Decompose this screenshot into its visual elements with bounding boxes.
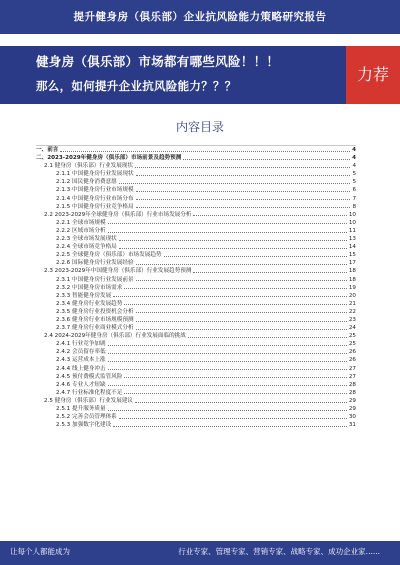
toc-entry[interactable]	[36, 251, 356, 259]
toc-page-number: 31	[348, 422, 356, 429]
toc-leader-dots	[108, 365, 347, 371]
toc-leader-dots	[136, 308, 347, 314]
toc-entry[interactable]	[36, 195, 356, 203]
toc-entry-text: 2.1.3 中国健身房行业市场规模	[56, 187, 134, 194]
hero-subquestion: 那么，如何提升企业抗风险能力？？？	[36, 79, 237, 93]
toc-entry[interactable]	[36, 292, 356, 300]
toc-entry-text: 2.4.4 线上健身冲击	[56, 365, 106, 372]
footer-tagline: 行业专家、管理专家、营销专家、战略专家、成功企业家......	[178, 547, 380, 556]
toc-leader-dots	[108, 356, 347, 362]
toc-entry-text: 一、前言	[36, 147, 59, 153]
toc-page-number: 6	[352, 187, 356, 194]
toc-leader-dots	[136, 195, 351, 201]
toc-leader-dots	[135, 397, 347, 403]
toc-leader-dots	[108, 381, 347, 387]
toc-entry-text: 2.1.4 中国健身房行业市场分布	[56, 195, 134, 202]
toc-leader-dots	[108, 219, 347, 225]
toc-page-number: 4	[352, 147, 356, 153]
toc-page-number: 20	[348, 292, 356, 299]
toc-entry-text: 2.4.2 会员留存率低	[56, 349, 106, 356]
recommend-seal: 力荐	[346, 46, 400, 104]
toc-entry-text: 2.1 健身房（俱乐部）行业发展现状	[44, 163, 133, 170]
toc-leader-dots	[135, 162, 350, 168]
toc-page-number: 22	[348, 308, 356, 315]
footer-bar	[0, 541, 400, 565]
toc-page-number: 8	[352, 203, 356, 210]
toc-entry[interactable]	[36, 340, 356, 348]
toc-entry[interactable]	[36, 397, 356, 405]
toc-entry-text: 2.5.2 完善会员管理体系	[56, 414, 117, 421]
toc-entry[interactable]	[36, 203, 356, 211]
toc-entry[interactable]	[36, 365, 356, 373]
toc-entry[interactable]	[36, 405, 356, 413]
toc-page-number: 4	[352, 155, 356, 162]
toc-leader-dots	[164, 251, 347, 257]
toc-leader-dots	[124, 373, 347, 379]
toc-entry[interactable]	[36, 154, 356, 162]
toc-title: 内容目录	[175, 120, 224, 134]
toc-leader-dots	[108, 348, 347, 354]
toc-entry[interactable]	[36, 356, 356, 364]
toc-entry-text: 2.2.3 全球市场发展现状	[56, 236, 117, 243]
toc-entry[interactable]	[36, 219, 356, 227]
report-header-bar	[0, 0, 400, 34]
toc-leader-dots	[108, 227, 347, 233]
toc-page-number: 24	[348, 325, 356, 332]
toc-page-number: 11	[348, 227, 356, 234]
toc-entry[interactable]	[36, 332, 356, 340]
toc-page-number: 28	[348, 389, 356, 396]
toc-entry[interactable]	[36, 170, 356, 178]
toc-entry[interactable]	[36, 381, 356, 389]
toc-entry-text: 2.3.3 智能健身房发展	[56, 292, 112, 299]
toc-leader-dots	[183, 154, 350, 160]
toc-leader-dots	[119, 235, 347, 241]
toc-page-number: 5	[352, 171, 356, 178]
toc-page-number: 30	[348, 414, 356, 421]
toc-leader-dots	[193, 267, 346, 273]
toc-entry-text: 2.4.1 行业竞争加剧	[56, 341, 106, 348]
toc-page-number: 13	[348, 236, 356, 243]
toc-page-number: 29	[348, 397, 356, 404]
toc-page-number: 10	[348, 211, 356, 218]
toc-leader-dots	[188, 332, 347, 338]
toc-entry[interactable]	[36, 235, 356, 243]
toc-page-number: 25	[348, 333, 356, 340]
toc-leader-dots	[124, 389, 347, 395]
toc-entry-text: 2.5 健身房（俱乐部）行业发展建议	[44, 397, 133, 404]
toc-page-number: 10	[348, 219, 356, 226]
toc-leader-dots	[119, 243, 347, 249]
toc-entry-text: 2.3.2 中国健身房市场需求	[56, 284, 123, 291]
toc-entry-text: 2.2.4 全球市场竞争格局	[56, 244, 117, 251]
footer-slogan: 让每个人都能成为	[10, 547, 70, 556]
toc-page-number: 14	[348, 244, 356, 251]
toc-entry-text: 2.4.3 运营成本上涨	[56, 357, 106, 364]
toc-entry-text: 2.1.2 国民健身消费意愿	[56, 179, 117, 186]
toc-leader-dots	[136, 203, 351, 209]
toc-entry[interactable]	[36, 284, 356, 292]
toc-entry-text: 2.3.1 中国健身房行业发展前景	[56, 276, 134, 283]
toc-entry-text: 2.1.1 中国健身房行业发展现状	[56, 171, 134, 178]
toc-leader-dots	[136, 324, 347, 330]
toc-entry[interactable]	[36, 276, 356, 284]
toc-page-number: 27	[348, 373, 356, 380]
toc-entry-text: 2.2.2 区域市场分析	[56, 227, 106, 234]
toc-leader-dots	[124, 284, 347, 290]
toc-entry[interactable]	[36, 373, 356, 381]
toc-entry[interactable]	[36, 324, 356, 332]
toc-leader-dots	[193, 211, 346, 217]
toc-page-number: 4	[352, 163, 356, 170]
toc-entry[interactable]	[36, 267, 356, 275]
toc-leader-dots	[113, 421, 347, 427]
toc-entry[interactable]	[36, 211, 356, 219]
toc-leader-dots	[124, 300, 347, 306]
toc-page-number: 26	[348, 349, 356, 356]
toc-leader-dots	[113, 292, 347, 298]
toc-entry[interactable]	[36, 421, 356, 429]
toc-entry-text: 2.4.5 预付费模式监管风险	[56, 373, 123, 380]
hero-question: 健身房（俱乐部）市场都有哪些风险！！！	[36, 54, 280, 69]
toc-entry-text: 2.1.5 中国健身房行业竞争格局	[56, 203, 134, 210]
toc-entry-text: 2.3 2023-2029年中国健身房（俱乐部）行业发展趋势预测	[44, 268, 192, 275]
toc-entry-text: 2.4.6 专业人才短缺	[56, 381, 106, 388]
toc-entry[interactable]	[36, 316, 356, 324]
toc-entry-text: 2.3.6 健身房行业市场规模预测	[56, 316, 134, 323]
toc-page-number: 19	[348, 284, 356, 291]
toc-page-number: 29	[348, 406, 356, 412]
toc-page-number: 28	[348, 381, 356, 388]
report-title: 提升健身房（俱乐部）企业抗风险能力策略研究报告	[73, 11, 327, 23]
toc-entry[interactable]	[36, 227, 356, 235]
toc-entry-text: 2.3.5 健身房行业投资机会分析	[56, 308, 134, 315]
toc-page-number: 18	[348, 276, 356, 283]
toc-entry[interactable]	[36, 186, 356, 194]
toc-leader-dots	[119, 178, 351, 184]
toc-leader-dots	[108, 340, 347, 346]
toc-entry-text: 2.5.3 加强数字化建设	[56, 422, 112, 429]
toc-page-number: 23	[348, 316, 356, 323]
toc-entry-text: 2.4 2024-2029年健身房（俱乐部）行业发展面临的挑战	[44, 333, 186, 340]
toc-leader-dots	[119, 413, 347, 419]
toc-page-number: 25	[348, 341, 356, 348]
toc-entry-text: 2.4.7 行业标准化程度不足	[56, 389, 123, 396]
toc-entry-text: 2.3.4 健身房行业发展趋势	[56, 300, 123, 307]
toc-page-number: 5	[352, 179, 356, 186]
toc-entry-text: 2.3.7 健身房行业商业模式分析	[56, 325, 134, 332]
toc-entry[interactable]	[36, 413, 356, 421]
toc-entry[interactable]	[36, 300, 356, 308]
toc-entry[interactable]	[36, 243, 356, 251]
toc-page-number: 21	[348, 300, 356, 307]
toc-entry[interactable]	[36, 146, 356, 154]
toc-page-number: 15	[348, 252, 356, 259]
toc-entry-text: 2.5.1 提升服务质量	[56, 406, 106, 412]
toc-page-number: 7	[352, 195, 356, 202]
toc-leader-dots	[136, 316, 347, 322]
toc-leader-dots	[60, 146, 350, 152]
toc-entry-text: 二、2023-2029年健身房（俱乐部）市场前景及趋势预测	[36, 155, 182, 162]
toc-leader-dots	[108, 405, 347, 411]
toc-page-number: 17	[348, 260, 356, 267]
toc-entry-text: 2.2.1 全球市场规模	[56, 219, 106, 226]
toc-entry[interactable]	[36, 259, 356, 267]
toc-entry-text: 2.2 2023-2029年全球健身房（俱乐部）行业市场发展分析	[44, 211, 192, 218]
toc-entry[interactable]	[36, 389, 356, 397]
toc-leader-dots	[136, 170, 351, 176]
toc-entry[interactable]	[36, 348, 356, 356]
table-of-contents	[36, 146, 356, 429]
toc-entry-text: 2.2.5 全球健身房（俱乐部）市场发展趋势	[56, 252, 162, 259]
toc-page-number: 26	[348, 357, 356, 364]
toc-entry[interactable]	[36, 162, 356, 170]
toc-leader-dots	[136, 259, 347, 265]
toc-entry-text: 2.2.6 国际健身房行业发展经验	[56, 260, 134, 267]
toc-leader-dots	[136, 276, 347, 282]
toc-entry[interactable]	[36, 308, 356, 316]
toc-entry[interactable]	[36, 178, 356, 186]
toc-page-number: 18	[348, 268, 356, 275]
toc-page-number: 27	[348, 365, 356, 372]
toc-leader-dots	[136, 186, 351, 192]
hero-banner	[0, 46, 400, 104]
